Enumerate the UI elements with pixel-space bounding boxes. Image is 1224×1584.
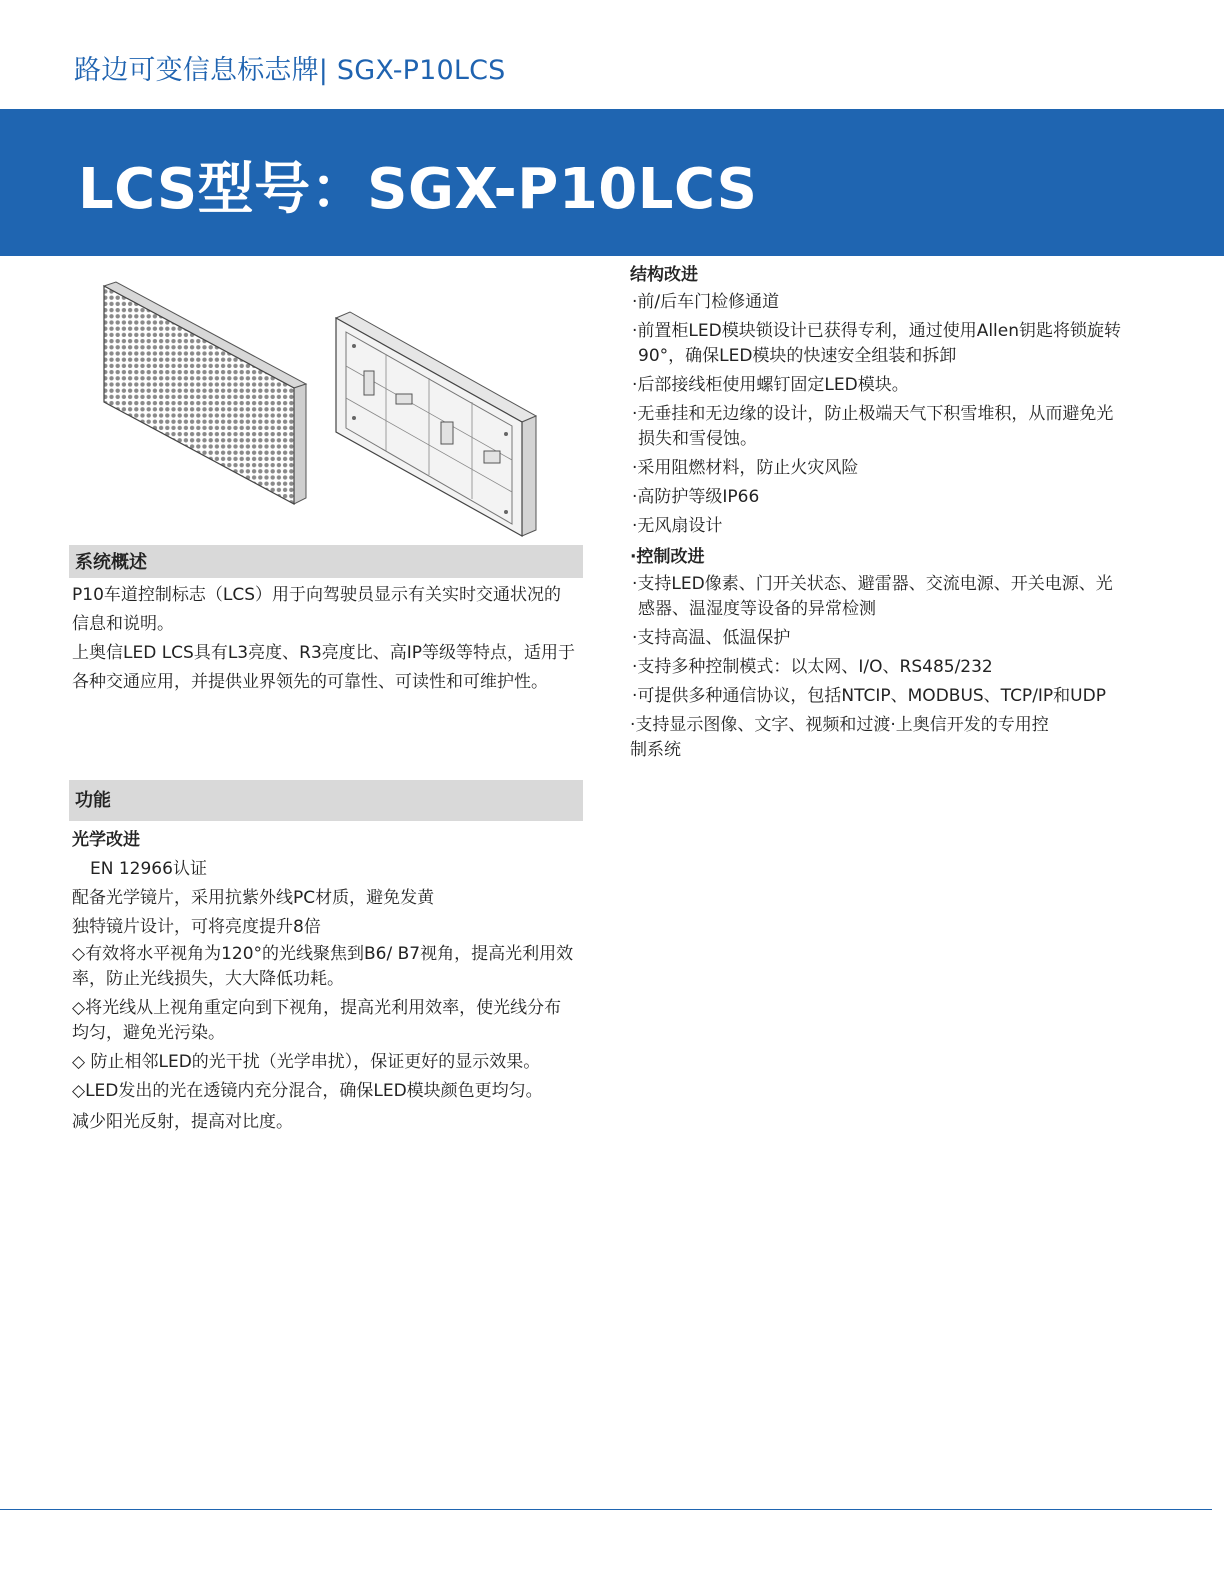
structure-item: ·高防护等级IP66 bbox=[632, 487, 760, 507]
section-heading-features: 功能 bbox=[69, 780, 583, 821]
optical-item: ◇ 防止相邻LED的光干扰（光学串扰），保证更好的显示效果。 bbox=[72, 1052, 541, 1072]
control-subheading: ·控制改进 bbox=[630, 547, 705, 567]
led-module-illustration bbox=[96, 276, 556, 538]
optical-item: 配备光学镜片，采用抗紫外线PC材质，避免发黄 bbox=[72, 888, 435, 908]
control-item: ·可提供多种通信协议，包括NTCIP、MODBUS、TCP/IP和UDP bbox=[632, 686, 1106, 706]
optical-item: ◇LED发出的光在透镜内充分混合，确保LED模块颜色更均匀。 bbox=[72, 1081, 543, 1101]
rear-housing bbox=[336, 312, 536, 536]
optical-improvements bbox=[72, 826, 577, 1137]
optical-item: 独特镜片设计，可将亮度提升8倍 bbox=[72, 917, 321, 937]
structure-subheading: 结构改进 bbox=[630, 265, 698, 285]
control-item: ·支持显示图像、文字、视频和过渡·上奥信开发的专用控制系统 bbox=[630, 715, 1049, 760]
optical-item: 减少阳光反射，提高对比度。 bbox=[72, 1112, 293, 1132]
optical-item: ◇将光线从上视角重定向到下视角，提高光利用效率，使光线分布均匀，避免光污染。 bbox=[72, 998, 562, 1043]
structure-item: ·前/后车门检修通道 bbox=[632, 292, 780, 312]
optical-item: ◇有效将水平视角为120°的光线聚焦到B6/ B7视角，提高光利用效率，防止光线损失，大大降低功耗。 bbox=[72, 944, 574, 989]
section-heading-overview: 系统概述 bbox=[69, 545, 583, 578]
control-item: ·支持LED像素、门开关状态、避雷器、交流电源、开关电源、光感器、温湿度等设备的异常检测 bbox=[632, 574, 1113, 619]
document-header-title: 路边可变信息标志牌| SGX-P10LCS bbox=[74, 55, 506, 86]
control-item: ·支持高温、低温保护 bbox=[632, 628, 791, 648]
overview-text bbox=[72, 581, 577, 697]
control-item: ·支持多种控制模式：以太网、I/O、RS485/232 bbox=[632, 657, 993, 677]
overview-paragraph: P10车道控制标志（LCS）用于向驾驶员显示有关实时交通状况的信息和说明。 bbox=[72, 585, 562, 634]
footer-divider bbox=[0, 1509, 1212, 1510]
structure-item: ·无垂挂和无边缘的设计，防止极端天气下积雪堆积，从而避免光损失和雪侵蚀。 bbox=[632, 404, 1114, 449]
optical-subheading: 光学改进 bbox=[72, 830, 140, 850]
overview-paragraph: 上奥信LED LCS具有L3亮度、R3亮度比、高IP等级等特点，适用于各种交通应用，并提供业界领先的可靠性、可读性和可维护性。 bbox=[72, 643, 576, 692]
title-banner bbox=[0, 109, 1224, 256]
structure-control-column bbox=[630, 261, 1124, 767]
structure-item: ·前置柜LED模块锁设计已获得专利，通过使用Allen钥匙将锁旋转90°，确保LED模块的快速安全组装和拆卸 bbox=[632, 321, 1122, 366]
front-led-module bbox=[104, 282, 306, 504]
structure-item: ·后部接线柜使用螺钉固定LED模块。 bbox=[632, 375, 909, 395]
structure-item: ·无风扇设计 bbox=[632, 516, 723, 536]
optical-item: EN 12966认证 bbox=[90, 859, 207, 879]
model-title: LCS型号：SGX-P10LCS bbox=[78, 157, 758, 222]
structure-item: ·采用阻燃材料，防止火灾风险 bbox=[632, 458, 859, 478]
